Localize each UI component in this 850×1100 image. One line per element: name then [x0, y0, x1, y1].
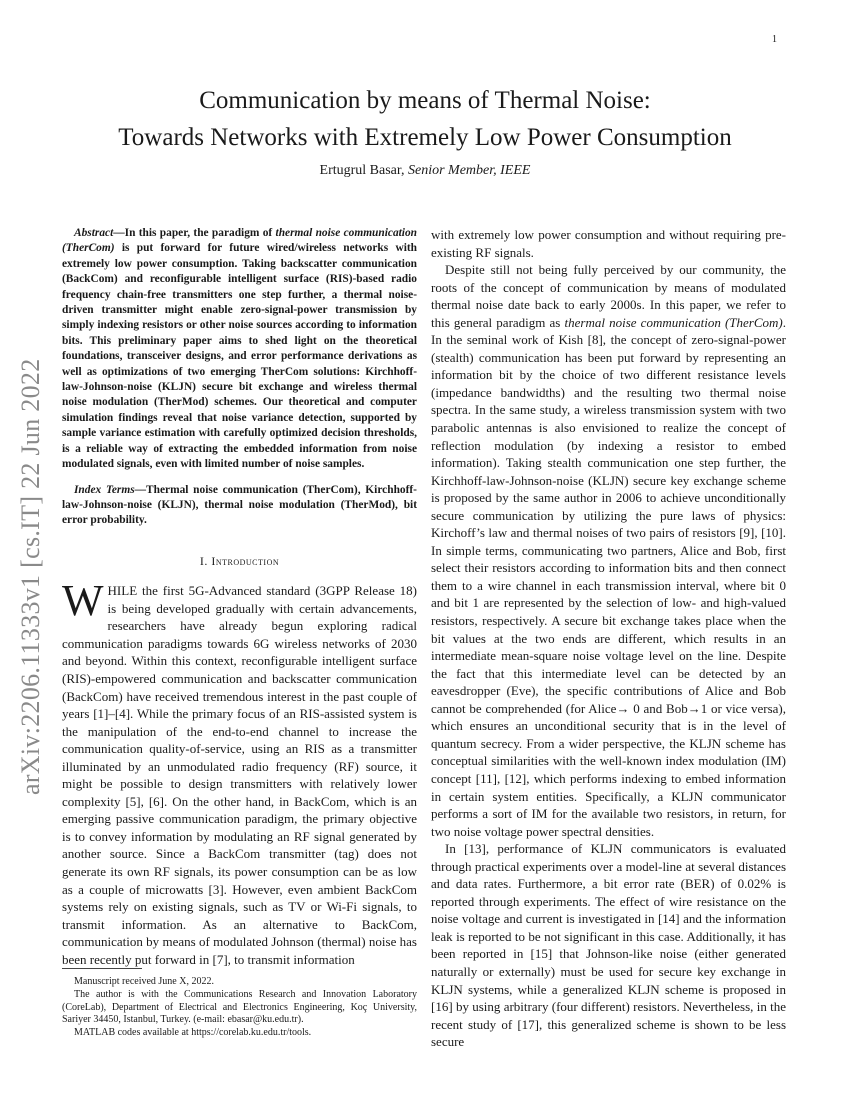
author-name: Ertugrul Basar, — [319, 163, 405, 178]
body-paragraph-3: In [13], performance of KLJN communicators is evaluated through practical experiments over a model-line at several distances and data rates. Furthermore, a bit error rate (BER) of 0.02% is reported through experiments. The effect of wire resistance on the noise voltage and current is investigated in [14] and the information leak is reported to be not significant in this case. Additionally, it has been reported in [15] that Johnson-like noise (either generated naturally or externally) must be used for secure key exchange in KLJN systems, while a generalized KLJN scheme is proposed in [16] by using arbitrary (four different) resistors. Nevertheless, in the recent study of [17], this generalized scheme is shown to be less secure — [431, 841, 786, 1050]
index-terms-text: —Thermal noise communication (TherCom), Kirchhoff-law-Johnson-noise (KLJN), thermal noise modulation (TherMod), bit error probability. — [62, 483, 417, 527]
paper-title-line-1: Communication by means of Thermal Noise: — [199, 87, 651, 114]
right-column — [431, 226, 786, 1051]
abstract-lead: Abstract — [74, 227, 114, 239]
body-paragraph-2-emphasis: thermal noise communication (TherCom) — [564, 314, 783, 330]
footnote-code: MATLAB codes available at https://corelab.ku.edu.tr/tools. — [74, 1027, 312, 1039]
footnote-affiliation: The author is with the Communications Research and Innovation Laboratory (CoreLab), Department of Electrical and Electronics Engineering, Koç University, Sariyer 34450, Istanbul, Turkey. (e-mail: ebasar@ku.edu.tr). — [62, 988, 417, 1026]
section-heading-introduction: I. Introduction — [199, 553, 280, 568]
body-paragraph-2-text-b: . In the seminal work of Kish [8], the concept of zero-signal-power (stealth) communication has been put forward by representing an information bit by the choice of two different resistance levels (impedance bandwidths) and the resulting two thermal noise spectra. In the same study, a wireless transmission system with two parabolic antennas is also envisioned to realize the concept of reflection modulation (by indexing a resistor to embed information). Taking stealth communication one step further, the Kirchhoff-law-Johnson-noise (KLJN) secure key exchange scheme is proposed by the same author in 2006 to achieve unconditionally secure communication by utilizing the pure laws of physics: Kirchoff’s law and thermal noises of two pairs of resistors [9], [10]. In simple terms, communicating two partners, Alice and Bob, first select their resistors according to information bits and then connect them to a wire channel in each transmission interval, where bit 0 and bit 1 are represented by the selection of low- and high-valued resistors, respectively. A secure bit exchange takes place when the bit values at the two ends are different, which results in an intermediate mean-square noise voltage level on the line. Despite the fact that this intermediate level can be detected by an eavesdropper (Eve), the specific contributions of Alice and Bob cannot be comprehended (for Alice→ 0 and Bob→1 or vice versa), which ensures an unconditional security that is in the level of quantum secrecy. From a wider perspective, the KLJN scheme has conceptual similarities with the well-known index modulation (IM) concept [11], [12], which performs indexing to embed information in certain system entities. Specifically, a KLJN communicator performs a sort of IM for the available two resistors, in return, for two noise voltage power spectral densities. — [431, 314, 786, 839]
body-paragraph-2-text-a: Despite still not being fully perceived by our community, the roots of the concept of communication by means of modulated thermal noise date back to early 2000s. In this paper, we refer to this general paradigm as — [431, 262, 786, 330]
arxiv-identifier-stamp: arXiv:2206.11333v1 [cs.IT] 22 Jun 2022 — [16, 358, 45, 795]
intro-paragraph: WHILE the first 5G-Advanced standard (3GPP Release 18) is being developed gradually with certain advancements, researchers have already begun exploring radical communication paradigms towards 6G wireless networks of 2030 and beyond. Within this context, reconfigurable intelligent surface (RIS)-empowered communication and backscatter communication (BackCom) have received tremendous interest in the past couple of years [1]–[4]. While the primary focus of an RIS-assisted system is the manipulation of the end-to-end channel to increase the communication quality-of-service, using an RIS as a transmitter illuminated by an unmodulated radio frequency (RF) source, it might be possible to design transmitters with relatively lower complexity [5], [6]. On the other hand, in BackCom, which is an emerging passive communication paradigm, the primary objective is to convey information by modulating an RF signal generated by another source. Since a BackCom transmitter (tag) does not generate its own RF signals, its power consumption can be as low as a couple of microwatts [3]. However, even ambient BackCom systems rely on existing signals, such as TV or Wi-Fi signals, to transmit information. As an alternative to BackCom, communication by means of modulated Johnson (thermal) noise has been recently put forward in [7], to transmit information — [62, 576, 417, 967]
abstract — [62, 226, 417, 473]
footnotes — [62, 976, 417, 1040]
abstract-emphasis: thermal noise communication (TherCom) — [62, 227, 417, 255]
title-block — [60, 82, 790, 179]
index-terms — [62, 483, 417, 529]
index-terms-lead: Index Terms — [74, 483, 135, 496]
left-column — [62, 226, 417, 968]
author-line — [60, 163, 790, 179]
body-paragraph-2 — [431, 261, 786, 840]
page-number: 1 — [772, 34, 777, 45]
author-role: Senior Member, IEEE — [408, 163, 531, 178]
abstract-text-2: is put forward for future wired/wireless networks with extremely low power consumption. Taking backscatter communication (BackCom) and reconfigurable intelligent surface (RIS)-based radio frequency chain-free transmitters one step further, a thermal noise-driven transmitter might enable zero-signal-power transmission by simply indexing resistors or other noise sources according to information bits. This preliminary paper aims to shed light on the theoretical foundations, transceiver designs, and error performance derivations as well as optimizations of two emerging TherCom solutions: Kirchhoff-law-Johnson-noise (KLJN) secure bit exchange and wireless thermal noise modulation (TherMod) schemes. Our theoretical and computer simulation findings reveal that noise variance detection, supported by sample variance estimation with carefully optimized decision thresholds, is a reliable way of extracting the embedded information from noise modulated signals, even with limited number of noise samples. — [62, 242, 417, 471]
body-paragraph-1: with extremely low power consumption and without requiring pre-existing RF signals. — [431, 227, 786, 260]
footnote-divider — [62, 968, 142, 969]
paper-title-line-2: Towards Networks with Extremely Low Power Consumption — [118, 124, 732, 151]
abstract-text-1: —In this paper, the paradigm of — [113, 227, 276, 239]
footnote-manuscript: Manuscript received June X, 2022. — [74, 976, 214, 987]
